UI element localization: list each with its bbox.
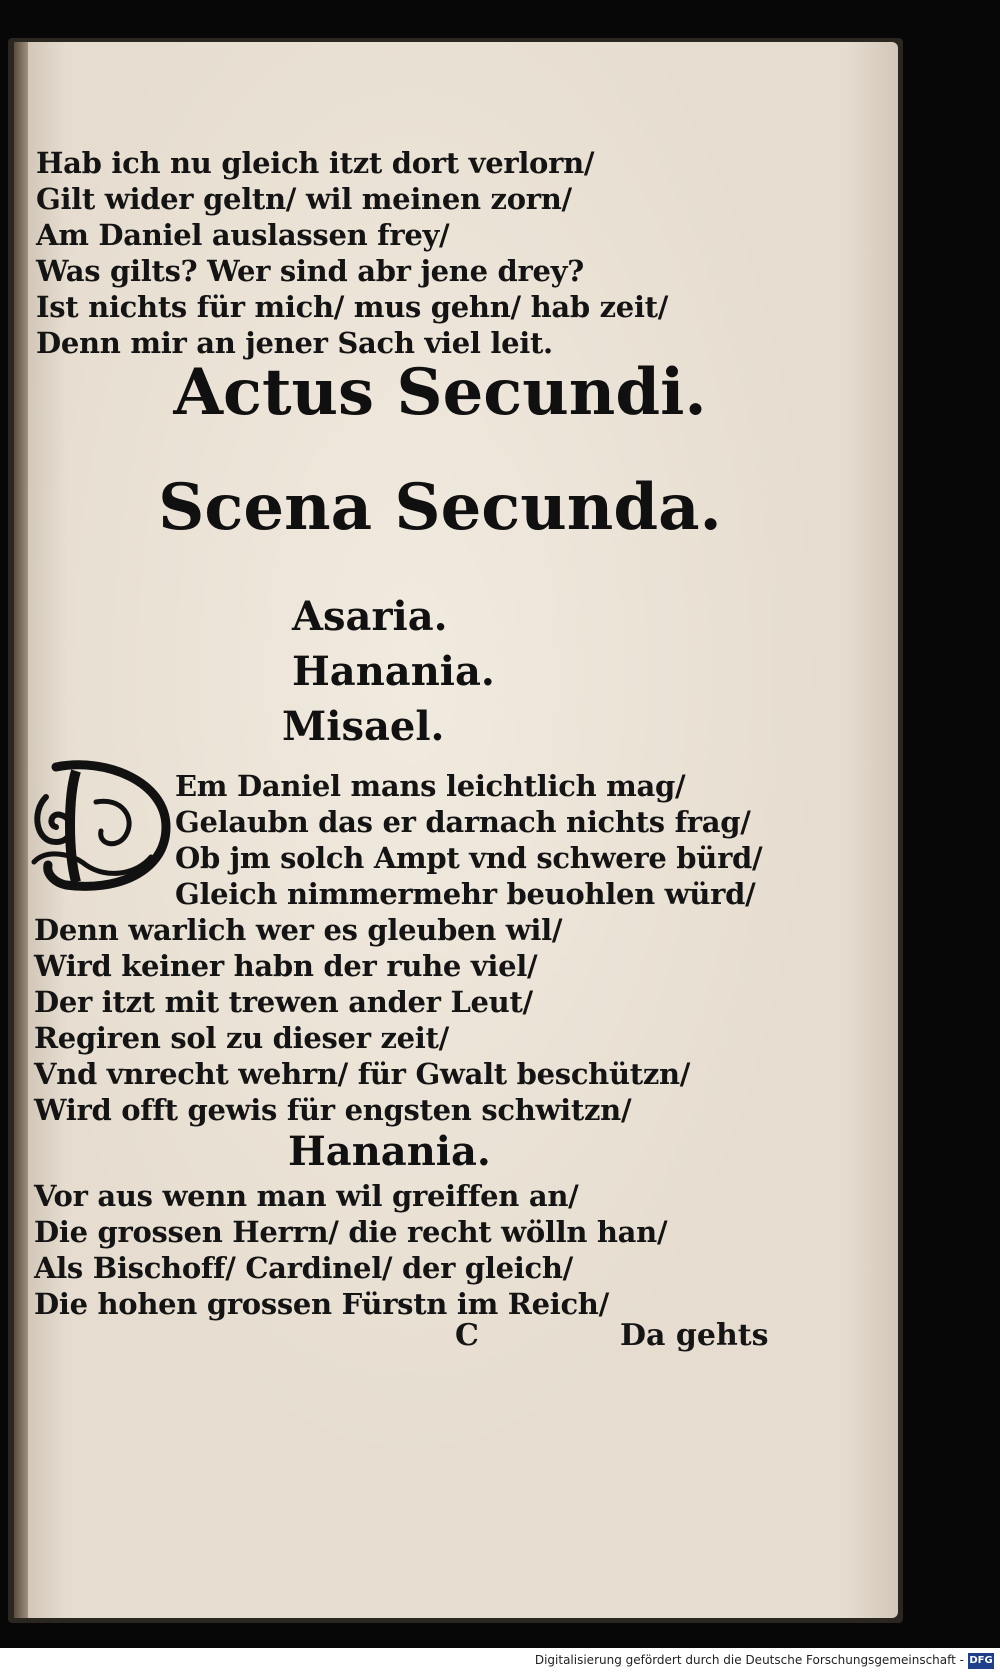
initial-d-ornament [26,757,176,897]
verse-block-2 [34,912,690,1128]
verse-line: Wird offt gewis für engsten schwitzn/ [34,1093,632,1127]
verse-line: Gilt wider geltn/ wil meinen zorn/ [36,182,572,216]
catchword: Da gehts [620,1318,769,1353]
verse-line: Der itzt mit trewen ander Leut/ [34,985,533,1019]
signature-mark: C [455,1318,479,1353]
footer-credit: Digitalisierung gefördert durch die Deutsche Forschungsgemeinschaft - [534,1653,964,1667]
verse-line: Hab ich nu gleich itzt dort verlorn/ [36,146,595,180]
speaker-misael: Misael. [282,703,445,750]
verse-line: Ist nichts für mich/ mus gehn/ hab zeit/ [36,290,669,324]
verse-block-3 [34,1178,667,1322]
verse-line: Die grossen Herrn/ die recht wölln han/ [34,1215,668,1249]
verse-line: Vor aus wenn man wil greiffen an/ [34,1179,579,1213]
top-verse [36,145,668,361]
footer-bar [0,1648,1000,1676]
scene-heading: Scena Secunda. [158,470,722,545]
speaker-hanania-2: Hanania. [288,1128,491,1175]
dfg-logo: DFG [968,1653,994,1669]
verse-line: Wird keiner habn der ruhe viel/ [34,949,538,983]
speaker-hanania: Hanania. [292,648,495,695]
verse-line: Gleich nimmermehr beuohlen würd/ [175,877,756,911]
act-heading: Actus Secundi. [173,355,707,430]
verse-line: Denn warlich wer es gleuben wil/ [34,913,563,947]
verse-line: Die hohen grossen Fürstn im Reich/ [34,1287,609,1321]
verse-line: Regiren sol zu dieser zeit/ [34,1021,449,1055]
verse-line: Ob jm solch Ampt vnd schwere bürd/ [175,841,763,875]
verse-line: Gelaubn das er darnach nichts frag/ [175,805,751,839]
verse-line: Denn mir an jener Sach viel leit. [36,326,553,360]
speaker-asaria: Asaria. [292,593,448,640]
verse-line: Am Daniel auslassen frey/ [36,218,450,252]
verse-line: Als Bischoff/ Cardinel/ der gleich/ [34,1251,573,1285]
dropcap-verse [175,768,762,912]
verse-line: Vnd vnrecht wehrn/ für Gwalt beschützn/ [34,1057,691,1091]
verse-line: Em Daniel mans leichtlich mag/ [175,769,686,803]
verse-line: Was gilts? Wer sind abr jene drey? [36,254,584,288]
decorated-initial-d [26,757,176,897]
